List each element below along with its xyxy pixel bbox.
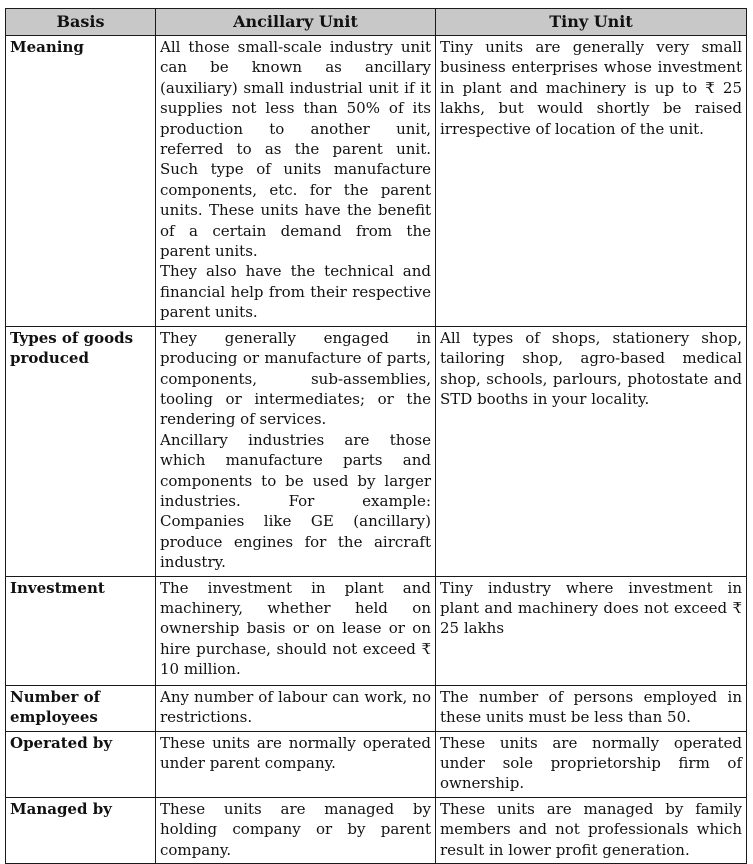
comparison-table <box>5 8 747 864</box>
cell-paragraph: These units are managed by holding company or by parent company. <box>160 799 431 859</box>
table-row <box>6 326 747 576</box>
header-tiny-unit: Tiny Unit <box>436 9 747 36</box>
cell-tiny-goods: All types of shops, stationery shop, tailoring shop, agro-based medical shop, schools, parlours, photostate and STD booths in your locality. <box>436 326 747 576</box>
row-basis-operated-by: Operated by <box>6 731 156 797</box>
row-basis-number-of-employees: Number of employees <box>6 685 156 731</box>
cell-paragraph: These units are normally operated under parent company. <box>160 733 431 772</box>
row-basis-investment: Investment <box>6 576 156 685</box>
cell-tiny-investment: Tiny industry where investment in plant and machinery does not exceed ₹ 25 lakhs <box>436 576 747 685</box>
table-row <box>6 731 747 797</box>
cell-paragraph: They generally engaged in producing or manufacture of parts, components, sub-assemblies, tooling or intermediates; or the rendering of services. <box>160 328 431 429</box>
table-row <box>6 685 747 731</box>
header-basis: Basis <box>6 9 156 36</box>
row-basis-managed-by: Managed by <box>6 797 156 863</box>
cell-tiny-operated: These units are normally operated under sole proprietorship firm of ownership. <box>436 731 747 797</box>
cell-paragraph: The investment in plant and machinery, whether held on ownership basis or on lease or on hire purchase, should not exceed ₹ 10 million. <box>160 578 431 679</box>
cell-ancillary-managed <box>156 797 436 863</box>
table-row <box>6 36 747 327</box>
cell-ancillary-meaning <box>156 36 436 327</box>
cell-tiny-employees: The number of persons employed in these units must be less than 50. <box>436 685 747 731</box>
cell-paragraph: They also have the technical and financial help from their respective parent units. <box>160 262 431 322</box>
table-header-row <box>6 9 747 36</box>
cell-tiny-managed: These units are managed by family members and not professionals which result in lower profit generation. <box>436 797 747 863</box>
cell-ancillary-employees <box>156 685 436 731</box>
row-basis-meaning: Meaning <box>6 36 156 327</box>
header-ancillary-unit: Ancillary Unit <box>156 9 436 36</box>
cell-tiny-meaning: Tiny units are generally very small business enterprises whose investment in plant and machinery is up to ₹ 25 lakhs, but would shortly be raised irrespective of location of the unit. <box>436 36 747 327</box>
cell-paragraph: Ancillary industries are those which manufacture parts and components to be used by larger industries. For example: Companies like GE (ancillary) produce engines for the aircraft industry. <box>160 430 431 572</box>
cell-ancillary-investment <box>156 576 436 685</box>
cell-paragraph: Any number of labour can work, no restrictions. <box>160 687 431 726</box>
row-basis-types-of-goods: Types of goods produced <box>6 326 156 576</box>
cell-paragraph: All those small-scale industry unit can be known as ancillary (auxiliary) small industrial unit if it supplies not less than 50% of its production to another unit, referred to as the parent unit. Such type of units manufacture components, etc. for the parent units. These units have the benefit of a certain demand from the parent units. <box>160 38 431 261</box>
cell-ancillary-goods <box>156 326 436 576</box>
table-row <box>6 797 747 863</box>
cell-ancillary-operated <box>156 731 436 797</box>
table-row <box>6 576 747 685</box>
